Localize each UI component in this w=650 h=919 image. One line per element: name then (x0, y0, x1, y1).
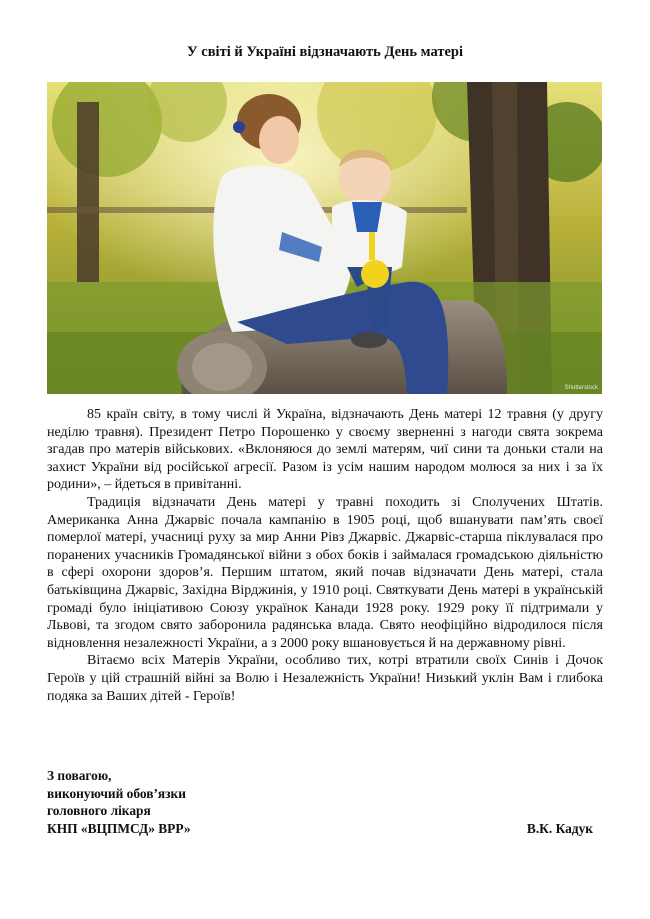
signature-position-2: головного лікаря (47, 803, 151, 819)
document-title: У світі й Україні відзначають День матері (187, 44, 463, 60)
article-body (47, 406, 603, 705)
photo-credit: Shutterstock (564, 385, 598, 391)
signature-organization-row (47, 820, 603, 838)
child-embroidery (352, 202, 382, 232)
toy-handle (369, 232, 375, 260)
paragraph: Вітаємо всіх Матерів України, особливо тих, котрі втратили своїх Синів і Дочок Героїв у цій страшній війні за Волю і Незалежність України! Низький уклін Вам і глибока подяка за Ваших дітей - Героїв! (47, 653, 603, 704)
mother-child-photo (47, 82, 602, 394)
signature-block (47, 767, 603, 838)
hair-clip (233, 121, 245, 133)
signature-greeting: З повагою, (47, 768, 112, 783)
paragraph: 85 країн світу, в тому числі й Україна, відзначають День матері 12 травня (у другу неділю травня). Президент Петро Порошенко у своєму зверненні з нагоди свята зокрема згадав про матерів військових. «Вклоняюся до землі матерям, чиї сини та доньки стали на захист України від російської агресії. Разом із усім нашим народом молюся за них і за їх родини», – йдеться в привітанні. (47, 407, 603, 493)
child-shoe (351, 332, 387, 348)
photo-illustration (47, 82, 602, 394)
toy-rattle (361, 260, 389, 288)
signature-position-1: виконуючий обов’язки (47, 785, 186, 801)
tree-trunk-left (77, 102, 99, 282)
signatory-name: В.К. Кадук (526, 821, 593, 837)
signature-organization: КНП «ВЦПМСД» ВРР» (47, 821, 191, 837)
mother-face (259, 116, 299, 164)
paragraph: Традиція відзначати День матері у травні походить зі Сполучених Штатів. Американка Анна Джарвіс почала кампанію в 1905 році, щоб вшанувати пам’ять своєї померлої матері, учасниці руху за мир Анни Рівз Джарвіс. Джарвіс-старша піклувалася про поранених учасників Громадянської війни з обох боків і займалася громадською діяльністю в сфері охорони здоров’я. Першим штатом, який почав відзначати День матері, стала батьківщина Джарвіс, Західна Вірджинія, у 1910 році. Святкувати День матері в українській громаді було ініціативою Союзу українок Канади 1928 року. 1929 року її підтримали у Львові, та згодом свято заборонила радянська влада. Свято неофіційно відродилося після відновлення незалежності України, а з 2000 року вшановується й на державному рівні. (47, 494, 603, 651)
